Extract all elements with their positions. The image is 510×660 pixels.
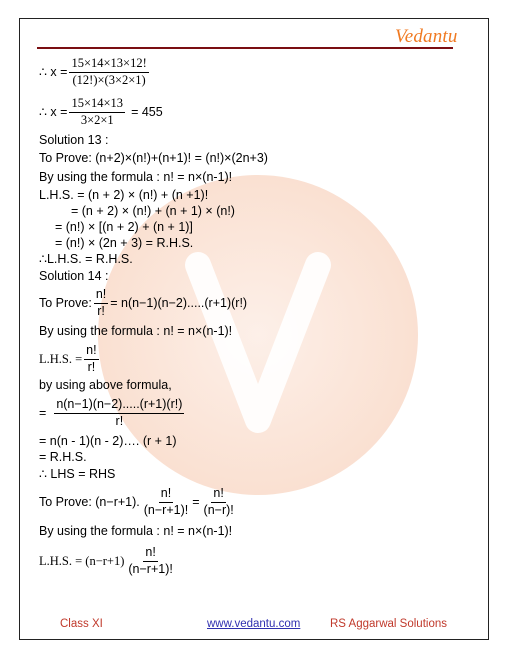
fraction: $\frac{n!}{r!}$ — [86, 342, 97, 374]
prove-14: To Prove: $\frac{n!}{r!}$ = n(n−1)(n−2).....(r+1)(r!) — [39, 286, 248, 318]
formula-13: By using the formula : n! = n×(n-1)! — [39, 170, 233, 185]
prove-13: To Prove: (n+2)×(n!)+(n+1)! = (n!)×(2n+3) — [39, 150, 268, 165]
conclusion-14: ∴ LHS = RHS — [39, 466, 116, 481]
result-14-step2: = R.H.S. — [39, 449, 87, 464]
conclusion-13: ∴L.H.S. = R.H.S. — [39, 251, 133, 266]
fraction: $\frac{n!}{(n-r)!}$ — [203, 485, 234, 517]
lhs-13-step3: = (n!) × [(n + 2) + (n + 1)] — [55, 219, 193, 234]
footer-class-label: Class XI — [60, 618, 103, 630]
lhs-13-step4: = (n!) × (2n + 3) = R.H.S. — [55, 235, 194, 250]
line-x-value: ∴ x = $\frac{15\times 14\times 13}{3\times 2\times 1}$ = 455 — [39, 95, 163, 127]
solution-13-heading: Solution 13 : — [39, 132, 109, 147]
lhs-13-step2: = (n + 2) × (n!) + (n + 1) × (n!) — [71, 203, 235, 218]
fraction: $\frac{n!}{(n-r+1)!}$ — [143, 485, 189, 517]
above-formula-expression: = $\frac{n(n-1)(n-2).....(r+1)(r!)}{r!}$ — [39, 396, 183, 428]
footer-website-link[interactable]: www.vedantu.com — [207, 618, 301, 630]
lhs-13-step1: L.H.S. = (n + 2) × (n!) + (n +1)! — [39, 187, 209, 202]
formula-14: By using the formula : n! = n×(n-1)! — [39, 323, 233, 338]
footer-book-title: RS Aggarwal Solutions — [330, 618, 447, 630]
prove-15: To Prove: (n−r+1). $\frac{n!}{(n-r+1)!}$ = $\frac{n!}{(n-r)!}$ — [39, 485, 234, 517]
above-formula-note: by using above formula, — [39, 377, 172, 392]
fraction: $\frac{n!}{(n-r+1)!}$ — [128, 544, 173, 576]
fraction: $\frac{n!}{r!}$ — [95, 286, 107, 318]
lhs-15: L.H.S. = (n−r+1) $\frac{n!}{(n-r+1)!}$ — [39, 544, 173, 576]
fraction: $\frac{n(n-1)(n-2).....(r+1)(r!)}{r!}$ — [56, 396, 183, 428]
fraction: $\frac{15\times 14\times 13\times 12!}{(12!)\times(3\times 2\times 1)}$ — [71, 55, 147, 87]
lhs-14: L.H.S. = $\frac{n!}{r!}$ — [39, 342, 97, 374]
formula-15: By using the formula : n! = n×(n-1)! — [39, 523, 233, 538]
line-x-expression: ∴ x = $\frac{15\times 14\times 13\times 12!}{(12!)\times(3\times 2\times 1)}$ — [39, 55, 147, 87]
header-rule — [37, 47, 453, 49]
solution-content — [39, 52, 459, 581]
solution-14-heading: Solution 14 : — [39, 268, 109, 283]
result-14-step1: = n(n - 1)(n - 2)…. (r + 1) — [39, 433, 177, 448]
brand-logo: Vedantu — [395, 26, 458, 47]
fraction: $\frac{15\times 14\times 13}{3\times 2\times 1}$ — [71, 95, 124, 127]
